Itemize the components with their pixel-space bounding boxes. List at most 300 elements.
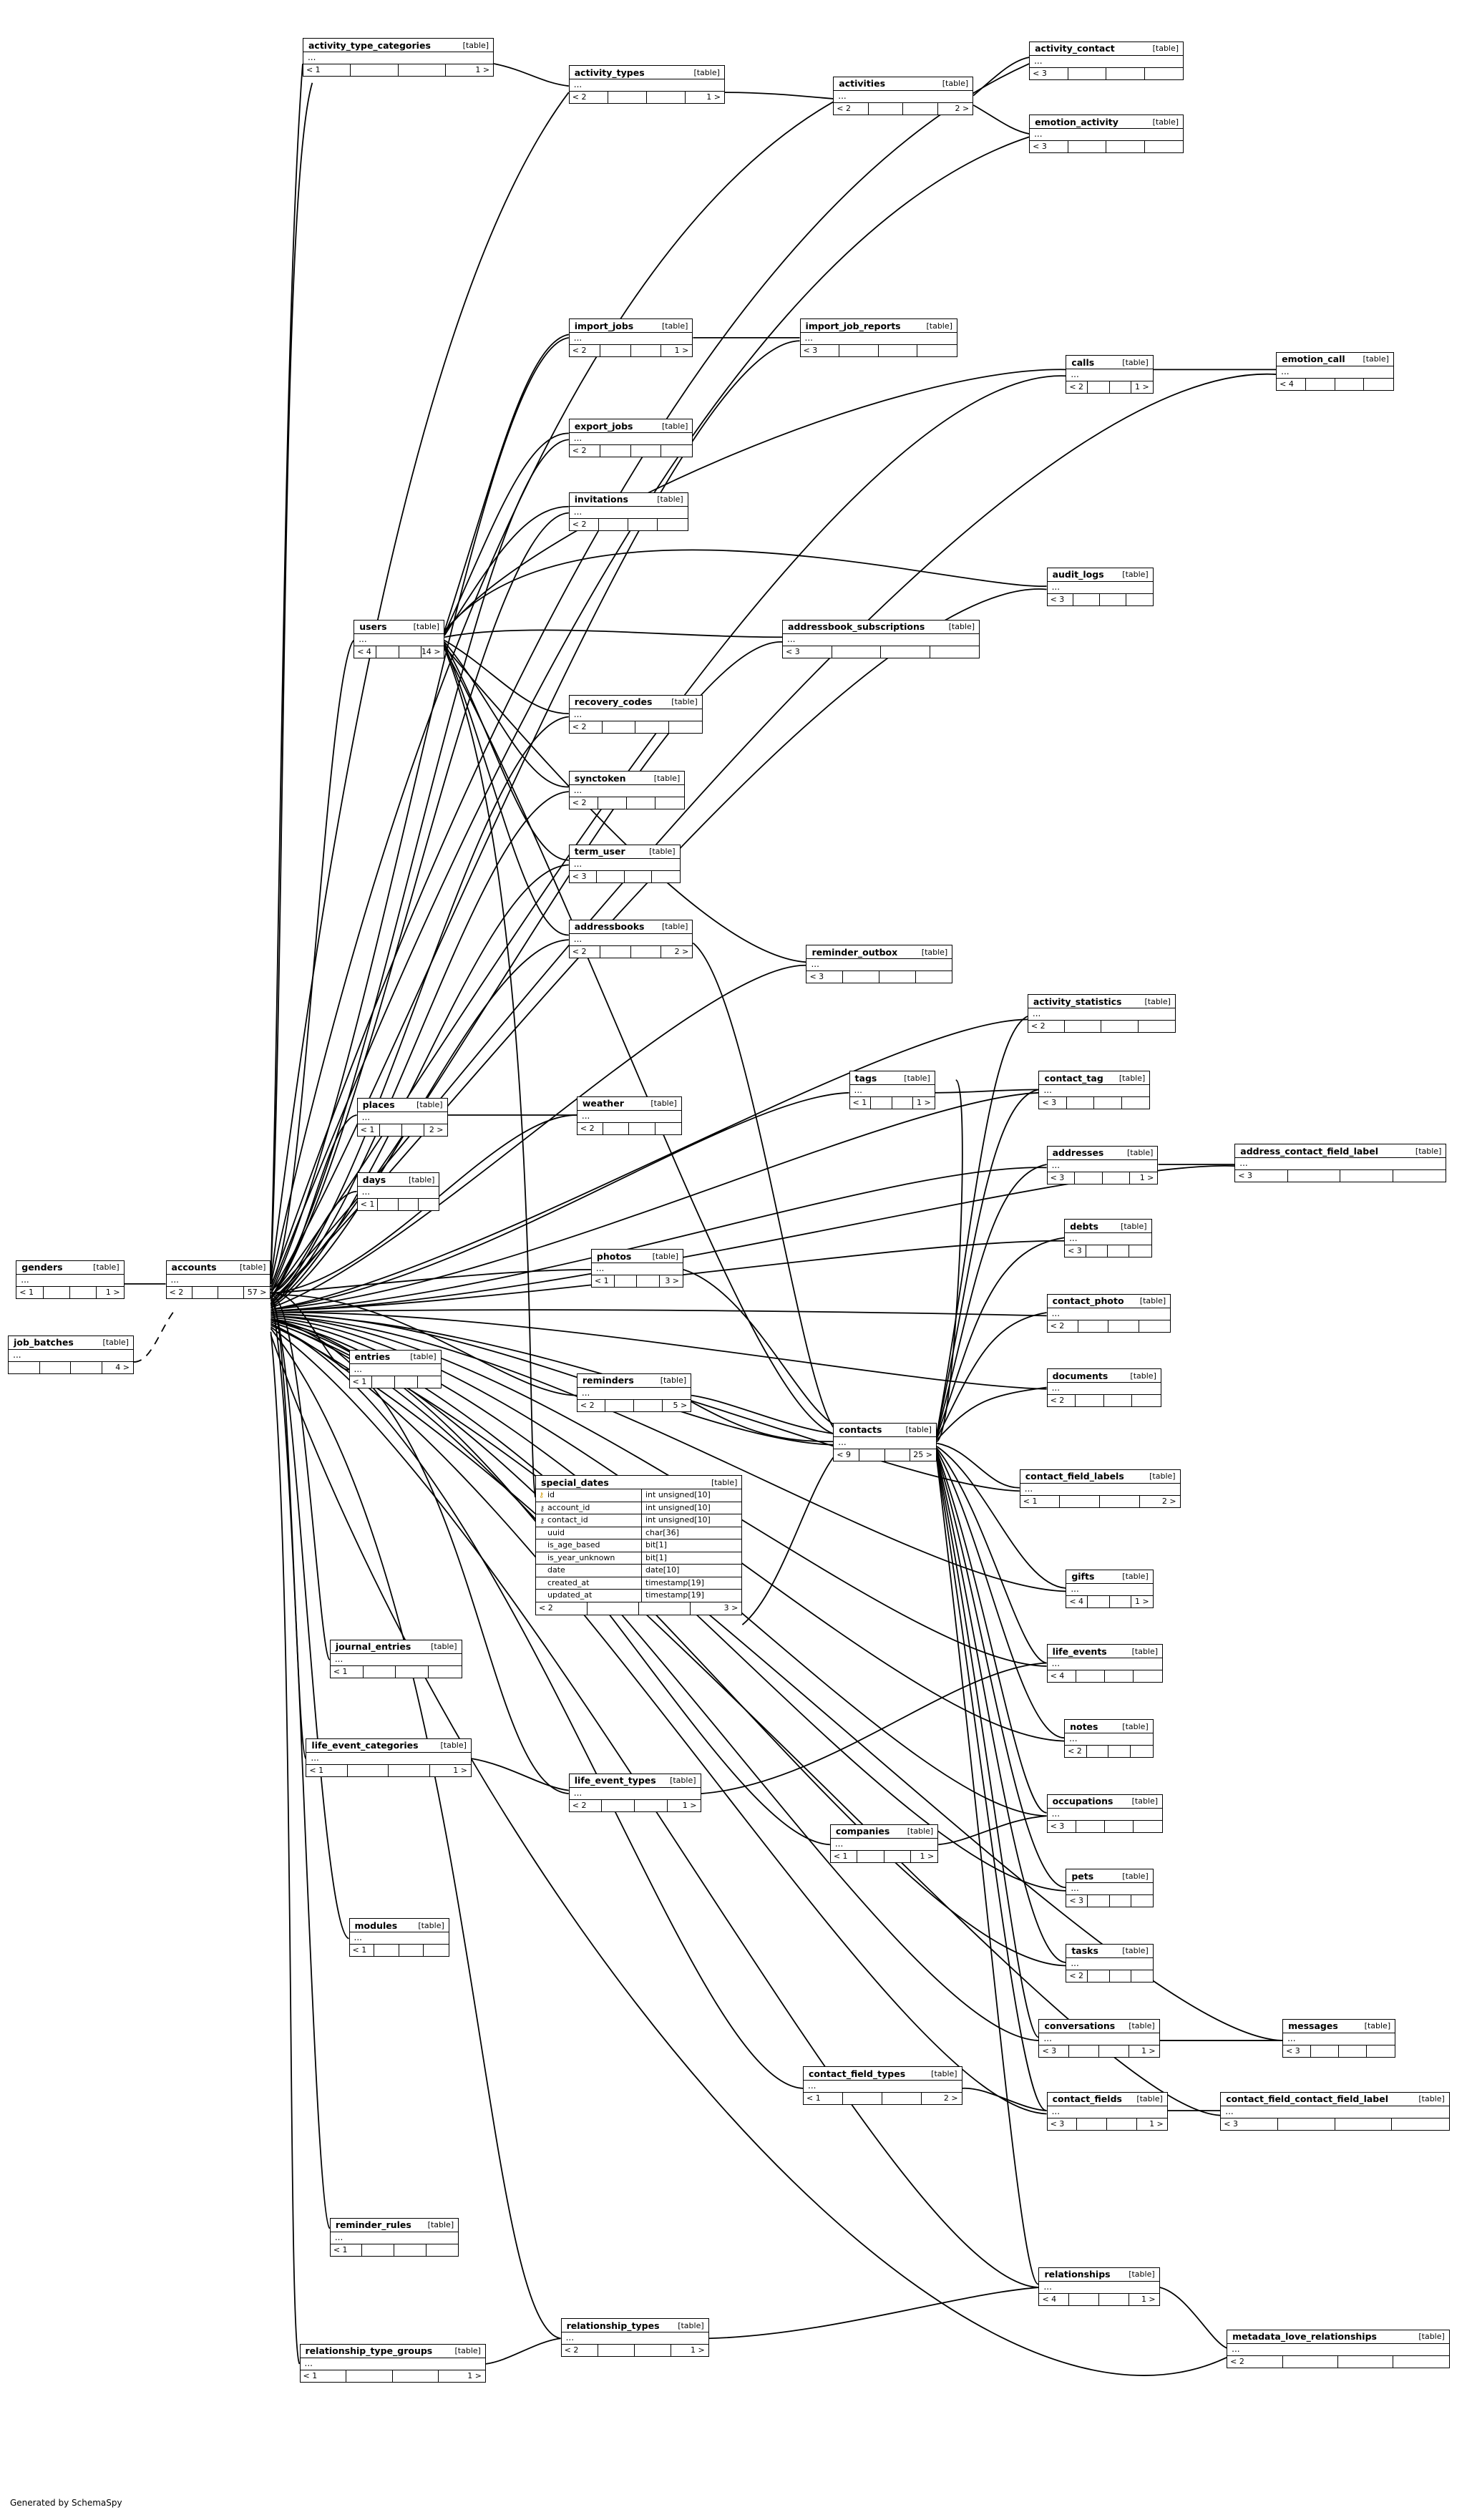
footer-spacer [1088, 1970, 1109, 1982]
table-type-tag: [table] [671, 697, 698, 707]
footer-spacer [1100, 1496, 1140, 1507]
outgoing-relations-count [917, 345, 957, 356]
table-footer [570, 344, 693, 356]
table-name: documents [1052, 1370, 1108, 1381]
footer-spacer [635, 2345, 671, 2356]
table-type-tag: [table] [1129, 2021, 1155, 2031]
table-header [831, 1825, 937, 1839]
footer-spacer [647, 92, 686, 103]
incoming-relations-count: < 9 [834, 1449, 859, 1461]
table-columns-collapsed: ... [573, 858, 583, 869]
table-footer [167, 1286, 270, 1298]
table-header [1066, 1570, 1152, 1584]
footer-spacer [843, 2093, 882, 2104]
footer-spacer [1311, 2045, 1339, 2057]
table-header [1039, 2268, 1159, 2282]
table-type-tag: [table] [454, 2346, 481, 2356]
incoming-relations-count: < 2 [570, 445, 600, 457]
table-footer [536, 1602, 741, 1615]
table-node-contacts[interactable] [833, 1423, 937, 1461]
table-node-activity_type_categories[interactable] [303, 38, 494, 77]
table-node-term_user[interactable] [569, 845, 681, 883]
table-name: modules [354, 1920, 398, 1931]
table-footer [350, 1944, 449, 1956]
incoming-relations-count: < 1 [350, 1945, 375, 1956]
table-header [350, 1919, 449, 1932]
table-node-addressbooks[interactable] [569, 920, 693, 958]
table-node-companies[interactable] [830, 1824, 938, 1863]
table-footer [570, 91, 724, 103]
incoming-relations-count: < 1 [831, 1851, 857, 1862]
table-type-tag: [table] [650, 1099, 677, 1109]
table-header [1235, 1144, 1446, 1158]
table-columns-collapsed: ... [573, 785, 583, 796]
table-node-pets[interactable] [1066, 1869, 1153, 1907]
table-node-metadata_love_relationships[interactable] [1227, 2330, 1450, 2368]
table-columns-collapsed: ... [573, 933, 583, 944]
footer-spacer [631, 345, 662, 356]
outgoing-relations-count: 2 > [429, 1124, 444, 1134]
table-node-reminders[interactable] [577, 1373, 691, 1412]
table-footer [358, 1124, 447, 1136]
table-type-tag: [table] [1130, 1371, 1156, 1381]
incoming-relations-count: < 2 [570, 946, 600, 958]
table-node-invitations[interactable] [569, 492, 688, 531]
table-node-reminder_outbox[interactable] [806, 945, 952, 983]
table-footer [801, 344, 957, 356]
footer-spacer [879, 345, 918, 356]
outgoing-relations-count: 1 > [475, 65, 490, 75]
table-node-contact_field_contact_field_label[interactable] [1220, 2092, 1450, 2131]
table-header [570, 772, 685, 785]
table-node-calls[interactable] [1066, 355, 1153, 394]
footer-spacer [1110, 1596, 1131, 1607]
outgoing-relations-count: 1 > [917, 1098, 931, 1107]
table-header [350, 1351, 441, 1364]
table-node-import_jobs[interactable] [569, 318, 693, 357]
table-header [1039, 1071, 1149, 1085]
table-type-tag: [table] [1122, 1946, 1149, 1956]
footer-spacer [832, 646, 882, 658]
table-header [562, 2319, 708, 2332]
table-node-photos[interactable] [591, 1249, 683, 1288]
table-type-tag: [table] [1122, 1572, 1149, 1582]
table-columns-collapsed: ... [1069, 1233, 1078, 1244]
incoming-relations-count: < 2 [1066, 381, 1088, 393]
footer-spacer [625, 871, 652, 882]
table-node-life_event_categories[interactable] [306, 1738, 472, 1777]
outgoing-relations-count [669, 721, 702, 733]
table-columns-collapsed: ... [1051, 2106, 1061, 2116]
column-name: updated_at [536, 1590, 642, 1602]
table-header [570, 845, 680, 859]
footer-spacer [399, 1945, 424, 1956]
outgoing-relations-count [1145, 68, 1183, 79]
footer-spacer [1100, 594, 1126, 605]
table-node-emotion_call[interactable] [1276, 352, 1394, 391]
table-footer [1235, 1169, 1446, 1182]
table-node-activity_statistics[interactable] [1028, 994, 1176, 1033]
table-type-tag: [table] [711, 1477, 738, 1487]
table-node-contact_field_labels[interactable] [1020, 1469, 1181, 1508]
footer-spacer [588, 1602, 639, 1615]
table-type-tag: [table] [93, 1263, 120, 1273]
footer-spacer [399, 64, 446, 76]
table-columns-collapsed: ... [1281, 366, 1290, 376]
footer-spacer [71, 1362, 102, 1373]
outgoing-relations-count [1367, 2045, 1395, 2057]
table-columns-collapsed: ... [573, 79, 583, 90]
table-node-life_event_types[interactable] [569, 1774, 701, 1812]
footer-spacer [1108, 1746, 1131, 1757]
outgoing-relations-count [1122, 1097, 1149, 1109]
table-header [358, 1173, 439, 1187]
table-name: entries [354, 1351, 391, 1363]
outgoing-relations-count [1393, 1170, 1446, 1182]
outgoing-relations-count [1132, 1395, 1161, 1406]
table-node-accounts[interactable] [166, 1260, 271, 1299]
table-footer [350, 1376, 441, 1388]
table-node-occupations[interactable] [1047, 1794, 1164, 1833]
table-node-days[interactable] [357, 1172, 440, 1211]
table-node-job_batches[interactable] [8, 1336, 134, 1374]
footer-spacer [628, 519, 658, 530]
table-node-activity_contact[interactable] [1029, 42, 1184, 80]
table-node-modules[interactable] [349, 1918, 449, 1957]
table-columns-collapsed: ... [1071, 1957, 1079, 1968]
table-columns-collapsed: ... [354, 1363, 362, 1374]
outgoing-relations-count [661, 445, 692, 457]
footer-spacer [635, 1800, 668, 1811]
footer-spacer [376, 646, 399, 658]
footer-spacer [1107, 2118, 1137, 2130]
table-name: relationship_types [566, 2320, 660, 2331]
table-node-addressbook_subscriptions[interactable] [782, 620, 980, 658]
table-footer [1277, 378, 1393, 390]
table-columns-collapsed: ... [361, 1187, 371, 1197]
table-header [1227, 2330, 1449, 2344]
table-type-tag: [table] [661, 321, 688, 331]
table-node-gifts[interactable] [1066, 1570, 1153, 1608]
table-columns-collapsed: ... [1024, 1483, 1033, 1494]
table-node-activities[interactable] [833, 77, 973, 115]
table-column-row [536, 1539, 741, 1552]
outgoing-relations-count [930, 646, 980, 658]
incoming-relations-count: < 2 [570, 92, 608, 103]
incoming-relations-count: < 1 [350, 1376, 373, 1388]
table-type-tag: [table] [440, 1741, 467, 1751]
footer-spacer [1088, 381, 1109, 393]
footer-spacer [1283, 2356, 1338, 2368]
incoming-relations-count: < 1 [301, 2370, 347, 2382]
table-node-activity_types[interactable] [569, 65, 725, 104]
column-name: created_at [536, 1577, 642, 1590]
table-node-addresses[interactable] [1047, 1146, 1159, 1184]
table-column-row [536, 1552, 741, 1565]
outgoing-relations-count: 1 > [1141, 2294, 1156, 2304]
table-header [804, 2067, 962, 2081]
footer-spacer [879, 971, 916, 983]
table-footer [577, 1399, 691, 1411]
table-header [1277, 353, 1393, 366]
footer-spacer [1067, 1097, 1094, 1109]
table-node-emotion_activity[interactable] [1029, 115, 1184, 153]
footer-spacer [1060, 1496, 1100, 1507]
table-name: places [362, 1099, 395, 1111]
table-footer [1221, 2118, 1449, 2130]
table-name: pets [1071, 1870, 1094, 1882]
outgoing-relations-count [1139, 1320, 1170, 1332]
incoming-relations-count: < 1 [331, 1666, 364, 1678]
footer-spacer [884, 1851, 911, 1862]
footer-spacer [192, 1287, 218, 1298]
table-node-audit_logs[interactable] [1047, 568, 1154, 606]
table-footer [1048, 1820, 1163, 1832]
table-type-tag: [table] [1418, 2094, 1445, 2104]
footer-spacer [1104, 1395, 1133, 1406]
table-column-row [536, 1590, 741, 1602]
footer-spacer [1069, 2294, 1099, 2305]
table-footer [16, 1286, 123, 1298]
table-name: import_job_reports [805, 320, 901, 331]
table-name: contact_field_contact_field_label [1226, 2093, 1389, 2105]
table-node-entries[interactable] [349, 1350, 442, 1388]
table-header [1065, 1720, 1153, 1733]
table-node-notes[interactable] [1064, 1719, 1154, 1758]
incoming-relations-count: < 3 [1066, 1895, 1088, 1907]
table-node-contact_tag[interactable] [1038, 1071, 1150, 1109]
table-type-tag: [table] [1129, 2270, 1155, 2280]
footer-spacer [1339, 2045, 1367, 2057]
table-footer [850, 1096, 935, 1109]
table-footer [806, 970, 952, 983]
table-type-tag: [table] [1122, 1871, 1149, 1881]
footer-spacer [1103, 1172, 1130, 1184]
column-name: is_age_based [536, 1539, 642, 1552]
table-type-tag: [table] [948, 622, 975, 632]
footer-spacer [348, 1765, 389, 1776]
table-node-conversations[interactable] [1038, 2019, 1159, 2058]
table-name: term_user [574, 846, 625, 857]
incoming-relations-count: < 2 [577, 1123, 603, 1134]
incoming-relations-count: < 2 [577, 1400, 606, 1411]
outgoing-relations-count [1126, 594, 1153, 605]
footer-spacer [1086, 1245, 1108, 1257]
table-node-debts[interactable] [1064, 1219, 1151, 1257]
table-name: life_event_types [574, 1775, 656, 1786]
table-header [1066, 1869, 1152, 1883]
table-type-tag: [table] [413, 622, 440, 632]
incoming-relations-count: < 3 [1048, 1172, 1075, 1184]
table-node-weather[interactable] [577, 1096, 682, 1135]
footer-spacer [399, 646, 421, 658]
table-header [1028, 995, 1175, 1008]
table-node-genders[interactable] [16, 1260, 124, 1299]
outgoing-relations-count [1134, 1670, 1162, 1682]
incoming-relations-count: < 3 [1065, 1245, 1086, 1257]
table-footer [1028, 1020, 1175, 1032]
footer-spacer [1288, 1170, 1341, 1182]
table-node-synctoken[interactable] [569, 771, 686, 809]
table-footer [301, 2370, 485, 2382]
incoming-relations-count: < 2 [1065, 1746, 1087, 1757]
table-node-tags[interactable] [849, 1071, 935, 1109]
footer-spacer [603, 721, 635, 733]
footer-spacer [1099, 2045, 1129, 2057]
table-type-tag: [table] [693, 67, 720, 77]
footer-spacer [362, 2244, 394, 2256]
table-node-life_events[interactable] [1047, 1644, 1164, 1683]
table-columns-collapsed: ... [334, 2232, 343, 2242]
footer-spacer [1105, 1670, 1134, 1682]
footer-spacer [600, 345, 631, 356]
outgoing-relations-count: 1 > [1135, 382, 1149, 392]
table-node-tasks[interactable] [1066, 1944, 1153, 1983]
column-name: date [536, 1565, 642, 1577]
table-footer [1065, 1745, 1153, 1757]
column-name: account_id ⚷ [536, 1502, 642, 1514]
table-footer [570, 870, 680, 882]
incoming-relations-count: < 1 [358, 1199, 378, 1210]
table-name: recovery_codes [574, 696, 653, 708]
table-node-import_job_reports[interactable] [800, 318, 957, 357]
table-footer [1048, 593, 1153, 605]
outgoing-relations-count: 3 > [723, 1602, 739, 1612]
footer-spacer [1076, 1395, 1104, 1406]
table-node-contact_photo[interactable] [1047, 1294, 1171, 1333]
table-column-row [536, 1489, 741, 1502]
table-columns-collapsed: ... [1034, 55, 1043, 66]
table-header [570, 1774, 701, 1788]
incoming-relations-count: < 1 [592, 1275, 615, 1287]
incoming-relations-count: < 2 [1048, 1395, 1076, 1406]
incoming-relations-count: < 3 [1039, 2045, 1069, 2057]
outgoing-relations-count [1364, 379, 1393, 390]
table-name: special_dates [541, 1477, 609, 1488]
table-header [1066, 356, 1152, 369]
table-columns-collapsed: ... [334, 1653, 343, 1664]
table-node-users[interactable] [354, 620, 444, 658]
table-header [570, 419, 693, 433]
footer-spacer [364, 1666, 396, 1678]
table-column-row [536, 1577, 741, 1590]
table-node-journal_entries[interactable] [330, 1640, 462, 1678]
table-name: journal_entries [335, 1641, 411, 1653]
footer-spacer [839, 345, 879, 356]
footer-spacer [869, 103, 903, 115]
table-node-messages[interactable] [1282, 2019, 1395, 2058]
table-name: relationship_type_groups [305, 2345, 433, 2357]
table-header [331, 2219, 458, 2232]
table-name: occupations [1052, 1796, 1113, 1807]
footer-spacer [1108, 1245, 1129, 1257]
footer-spacer [1075, 1172, 1102, 1184]
footer-spacer [1076, 1821, 1105, 1832]
table-type-tag: [table] [1363, 354, 1389, 364]
incoming-relations-count: < 2 [562, 2345, 598, 2356]
table-type-tag: [table] [931, 2068, 957, 2078]
table-footer [834, 102, 973, 115]
footer-spacer [1108, 1320, 1139, 1332]
footer-spacer [602, 1800, 635, 1811]
table-columns-collapsed: ... [1043, 2033, 1052, 2043]
incoming-relations-count: < 3 [1048, 594, 1074, 605]
table-node-relationship_types[interactable] [561, 2318, 709, 2357]
footer-spacer [885, 1449, 911, 1461]
table-node-relationship_type_groups[interactable] [300, 2344, 486, 2383]
outgoing-relations-count: 2 > [674, 946, 689, 956]
table-columns-collapsed: ... [1232, 2343, 1240, 2354]
table-name: contact_field_labels [1025, 1471, 1124, 1482]
incoming-relations-count: < 2 [1227, 2356, 1282, 2368]
table-footer [570, 797, 685, 809]
table-type-tag: [table] [657, 495, 683, 505]
footer-spacer [631, 445, 662, 457]
table-header [570, 920, 693, 934]
table-node-documents[interactable] [1047, 1368, 1161, 1407]
table-columns-collapsed: ... [573, 1787, 583, 1798]
table-name: address_contact_field_label [1240, 1145, 1378, 1157]
outgoing-relations-count [655, 797, 684, 809]
column-type: timestamp[19] [645, 1577, 704, 1587]
footer-spacer [605, 1400, 634, 1411]
table-name: conversations [1044, 2020, 1116, 2032]
table-header [1066, 1945, 1152, 1958]
table-columns-collapsed: ... [1051, 581, 1061, 592]
table-node-contact_fields[interactable] [1047, 2092, 1168, 2131]
table-type-tag: [table] [942, 79, 969, 89]
column-name: uuid [536, 1527, 642, 1539]
table-node-export_jobs[interactable] [569, 419, 693, 457]
column-name: is_year_unknown [536, 1552, 642, 1565]
footer-spacer [1088, 1895, 1109, 1907]
primary-key-icon: ⚷ [539, 1492, 545, 1500]
table-name: metadata_love_relationships [1232, 2331, 1377, 2343]
table-type-tag: [table] [427, 2220, 454, 2230]
table-columns-collapsed: ... [1239, 1158, 1248, 1169]
outgoing-relations-count: 1 > [682, 1800, 697, 1810]
table-node-places[interactable] [357, 1098, 448, 1137]
table-name: emotion_call [1282, 354, 1345, 365]
outgoing-relations-count: 1 > [453, 1765, 467, 1775]
table-node-recovery_codes[interactable] [569, 695, 703, 734]
table-node-reminder_rules[interactable] [330, 2218, 459, 2257]
table-type-tag: [table] [907, 1826, 934, 1837]
table-name: relationships [1044, 2269, 1111, 2280]
table-footer [1039, 2045, 1159, 2057]
table-node-contact_field_types[interactable] [803, 2066, 962, 2105]
outgoing-relations-count: 1 > [1135, 1596, 1149, 1606]
outgoing-relations-count: 1 > [467, 2370, 482, 2380]
footer-spacer [634, 1400, 663, 1411]
footer-spacer [40, 1362, 71, 1373]
table-node-relationships[interactable] [1038, 2267, 1159, 2306]
footer-spacer [1068, 141, 1106, 152]
table-type-tag: [table] [1121, 1221, 1147, 1231]
outgoing-relations-count: 25 > [913, 1449, 932, 1459]
incoming-relations-count: < 1 [16, 1287, 43, 1298]
table-node-special_dates[interactable] [535, 1475, 742, 1615]
table-node-address_contact_field_label[interactable] [1234, 1144, 1446, 1182]
table-header [16, 1261, 123, 1275]
table-name: activity_types [574, 67, 645, 78]
table-name: activity_statistics [1033, 996, 1122, 1007]
table-footer [1039, 1096, 1149, 1109]
column-type: timestamp[19] [645, 1590, 704, 1600]
table-columns-collapsed: ... [1051, 1159, 1061, 1170]
outgoing-relations-count [429, 1666, 462, 1678]
incoming-relations-count: < 1 [850, 1097, 872, 1109]
